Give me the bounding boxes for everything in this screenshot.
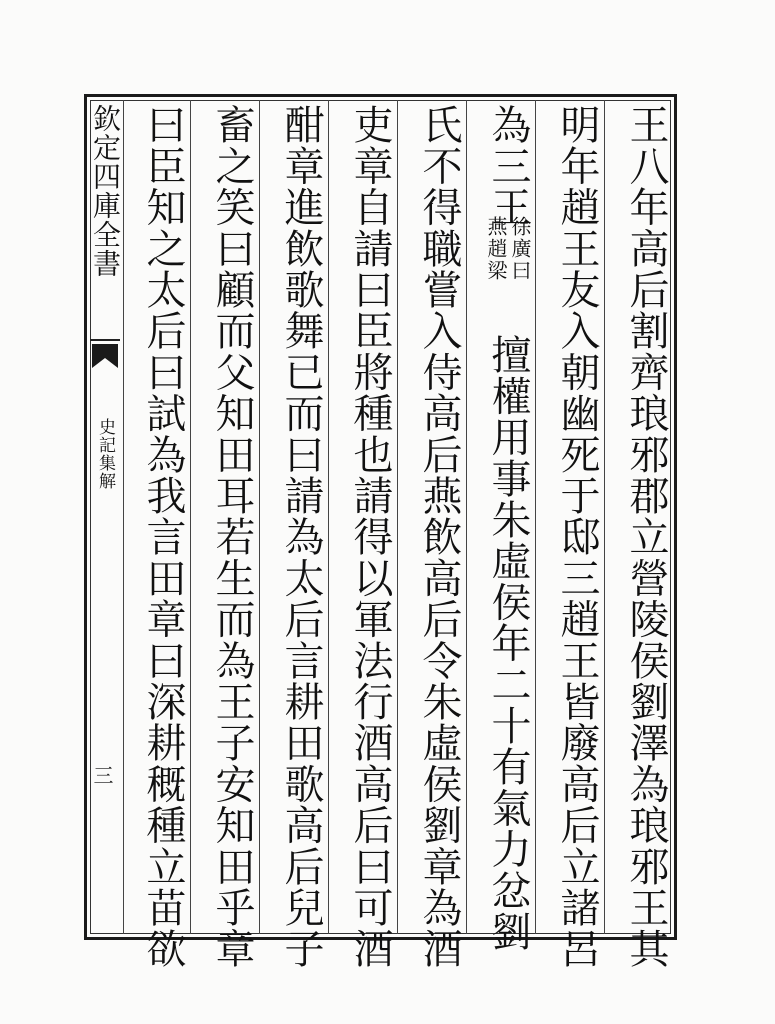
margin-book-title: 史記集解 [95, 418, 115, 490]
column-rule [604, 100, 605, 934]
fishtail-mark-icon [90, 338, 120, 372]
margin-juan [96, 590, 116, 630]
text-column-4: 氏不得職嘗入侍高后燕飲高后令朱虛侯劉章為酒 [416, 104, 462, 970]
text-column-7: 畜之笑曰顧而父知田耳若生而為王子安知田乎章 [209, 104, 255, 970]
column-rule [328, 100, 329, 934]
text-column-3-continued: 擅權用事朱虛侯年二十有氣力忿劉 [485, 334, 531, 952]
column-rule [466, 100, 467, 934]
text-column-6: 酣章進飲歌舞已而曰請為太后言耕田歌高后兒子 [278, 104, 324, 970]
column-rule [259, 100, 260, 934]
text-column-3: 為三王 [485, 104, 531, 228]
margin-title: 欽定四庫全書 [89, 104, 122, 278]
margin-page-number: 三 [90, 765, 114, 785]
commentary-note [482, 216, 534, 326]
column-rule [535, 100, 536, 934]
text-column-5: 吏章自請曰臣將種也請得以軍法行酒高后曰可酒 [347, 104, 393, 970]
column-rule [123, 100, 124, 934]
commentary-note-right: 徐廣曰 [508, 216, 532, 282]
column-rule [190, 100, 191, 934]
commentary-note-left: 燕趙梁 [484, 216, 508, 282]
text-column-1: 王八年高后割齊琅邪郡立營陵侯劉澤為琅邪王其 [623, 104, 669, 970]
text-column-2: 明年趙王友入朝幽死于邸三趙王皆廢高后立諸呂 [554, 104, 600, 970]
column-rule [397, 100, 398, 934]
text-column-8: 曰臣知之太后曰試為我言田章曰深耕穊種立苗欲 [140, 104, 186, 970]
